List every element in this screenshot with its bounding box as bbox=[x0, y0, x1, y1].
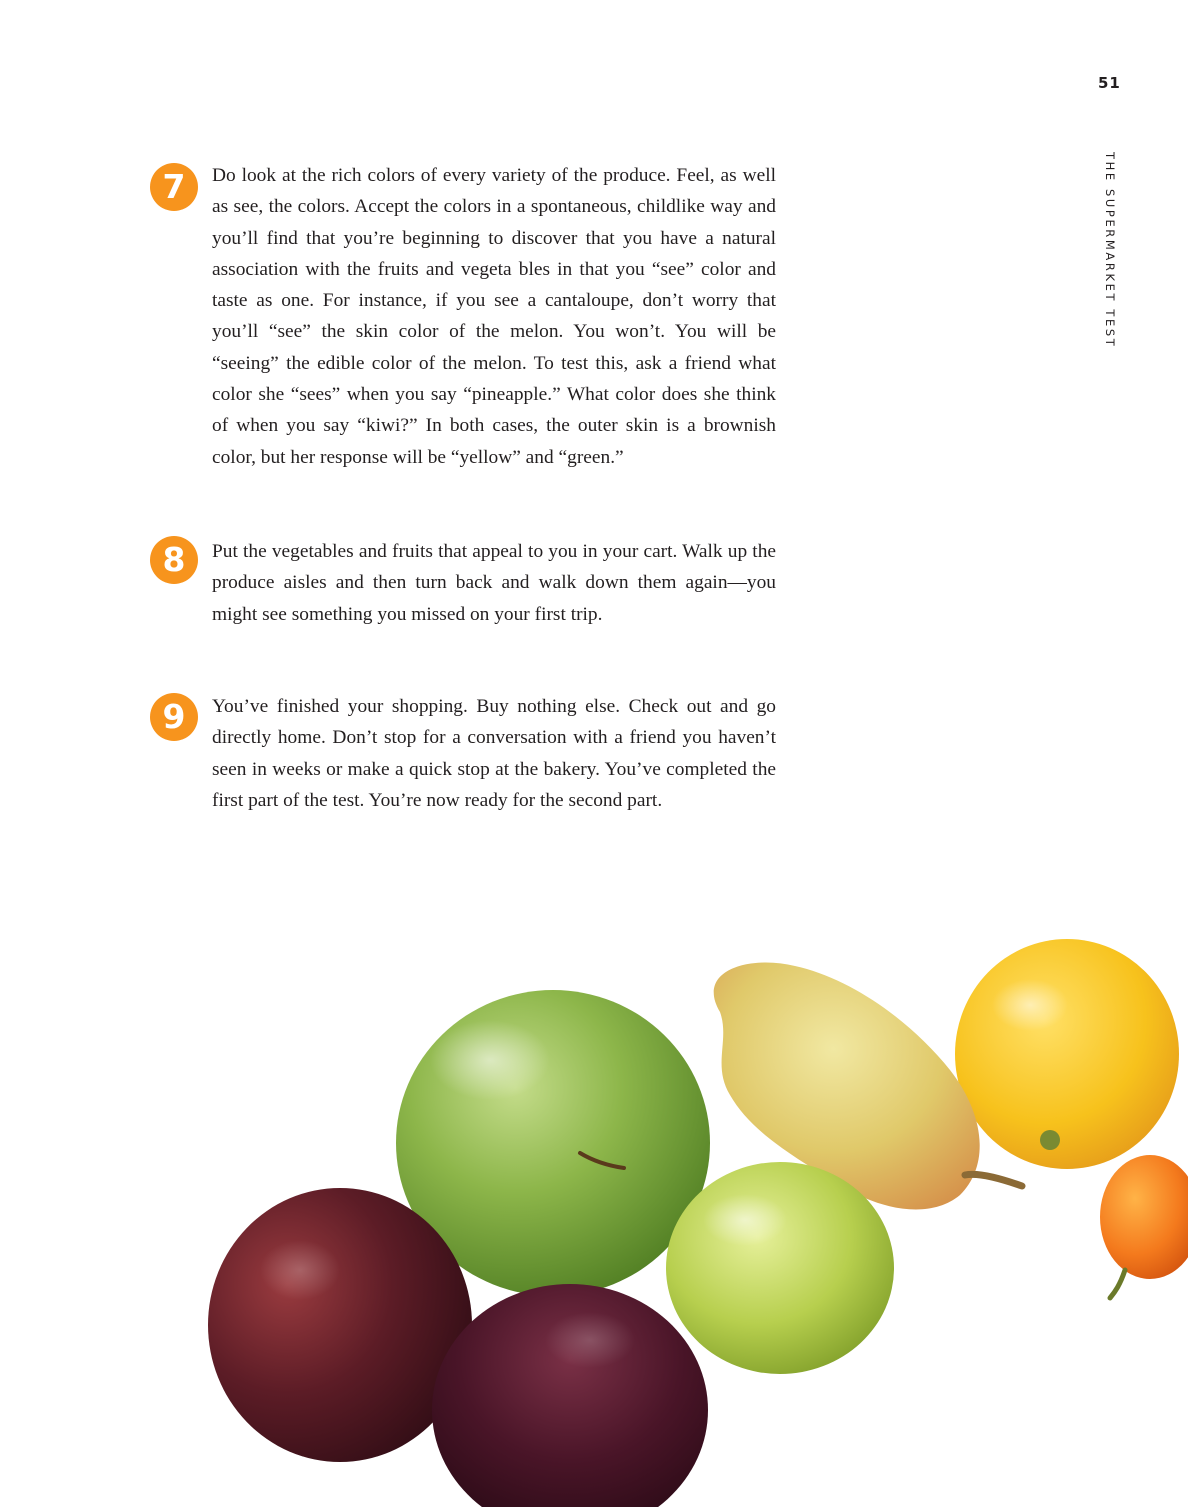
step-text: Do look at the rich colors of every variety of the produce. Feel, as well as see, the colors. Accept the colors in a spontaneous, childlike way and you’ll find that you’re beginning to discover that you have a natural association with the fruits and vegeta bles in that you “see” color and taste as one. For instance, if you see a cantaloupe, don’t worry that you’ll “see” the skin color of the melon. You won’t. You will be “seeing” the edible color of the melon. To test this, ask a friend what color she “sees” when you say “pineapple.” What color does she think of when you say “kiwi?” In both cases, the outer skin is a brownish color, but her response will be “yellow” and “green.” bbox=[212, 165, 776, 468]
step-number-badge: 8 bbox=[150, 536, 198, 584]
lemon bbox=[955, 939, 1179, 1169]
step-number-badge: 7 bbox=[150, 163, 198, 211]
step-text: You’ve finished your shopping. Buy nothing else. Check out and go directly home. Don’t stop for a conversation with a friend you haven’t seen in weeks or make a quick stop at the bakery. You’ve completed the first part of the test. You’re now ready for the second part. bbox=[212, 696, 776, 811]
step-number-badge: 9 bbox=[150, 693, 198, 741]
running-head: THE SUPERMARKET TEST bbox=[1103, 152, 1117, 349]
page-number: 51 bbox=[1098, 74, 1121, 92]
kumquat bbox=[1100, 1155, 1188, 1279]
step-item bbox=[150, 536, 776, 630]
step-item bbox=[150, 691, 776, 816]
fruit-photo bbox=[190, 900, 1188, 1507]
lime bbox=[666, 1162, 894, 1374]
plum bbox=[208, 1188, 472, 1462]
step-text: Put the vegetables and fruits that appeal to you in your cart. Walk up the produce aisles and then turn back and walk down them again—you might see something you missed on your first trip. bbox=[212, 541, 776, 625]
step-item bbox=[150, 160, 776, 473]
